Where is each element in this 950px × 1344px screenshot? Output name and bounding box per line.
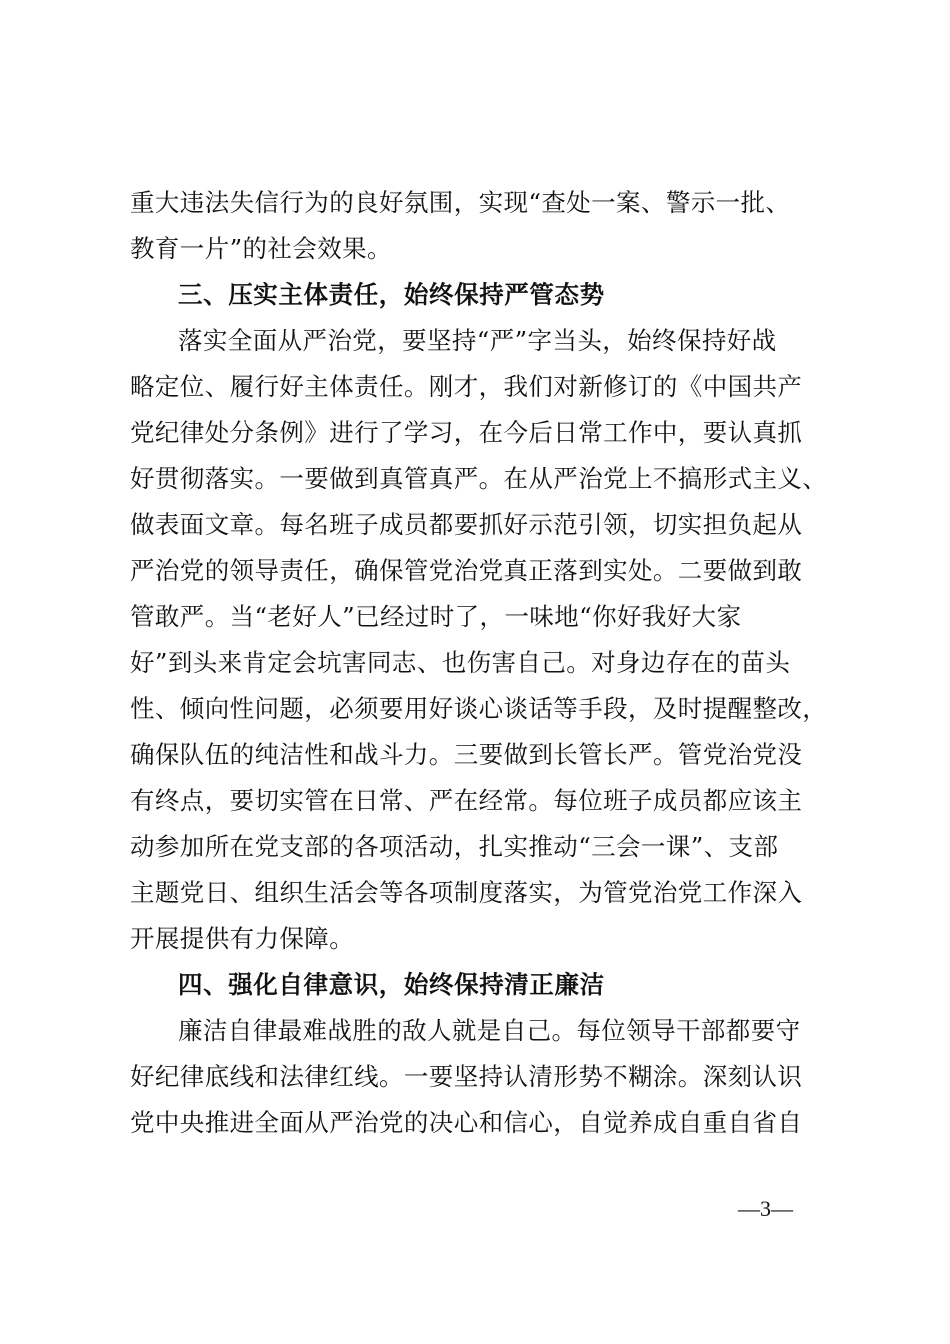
body-text-line: 做表面文章。每名班子成员都要抓好示范引领，切实担负起从 [130,510,803,539]
body-text-line: 主题党日、组织生活会等各项制度落实，为管党治党工作深入 [130,878,803,907]
body-text-line: 党纪律处分条例》进行了学习，在今后日常工作中，要认真抓 [130,418,803,447]
body-text-line: 有终点，要切实管在日常、严在经常。每位班子成员都应该主 [130,786,803,815]
body-text-line: 好”到头来肯定会坑害同志、也伤害自己。对身边存在的苗头 [130,648,791,677]
body-text-line: 教育一片”的社会效果。 [130,234,392,263]
body-text-line: 动参加所在党支部的各项活动，扎实推动“三会一课”、支部 [130,832,779,861]
body-text-line: 确保队伍的纯洁性和战斗力。三要做到长管长严。管党治党没 [130,740,803,769]
body-text-line: 重大违法失信行为的良好氛围，实现“查处一案、警示一批、 [130,188,791,217]
body-text-line: 开展提供有力保障。 [130,924,355,953]
page-number: —3— [738,1196,793,1221]
paragraph-first-line: 廉洁自律最难战胜的敌人就是自己。每位领导干部都要守 [178,1016,801,1045]
section-heading-4: 四、强化自律意识，始终保持清正廉洁 [178,970,605,999]
body-text-line: 党中央推进全面从严治党的决心和信心，自觉养成自重自省自 [130,1108,803,1137]
body-text-line: 好纪律底线和法律红线。一要坚持认清形势不糊涂。深刻认识 [130,1062,803,1091]
body-text-line: 好贯彻落实。一要做到真管真严。在从严治党上不搞形式主义、 [130,464,828,493]
body-text-line: 性、倾向性问题，必须要用好谈心谈话等手段，及时提醒整改， [130,694,828,723]
body-text-line: 管敢严。当“老好人”已经过时了，一味地“你好我好大家 [130,602,742,631]
body-text-line: 严治党的领导责任，确保管党治党真正落到实处。二要做到敢 [130,556,803,585]
body-text-line: 略定位、履行好主体责任。刚才，我们对新修订的《中国共产 [130,372,803,401]
paragraph-first-line: 落实全面从严治党，要坚持“严”字当头，始终保持好战 [178,326,777,355]
section-heading-3: 三、压实主体责任，始终保持严管态势 [178,280,605,309]
